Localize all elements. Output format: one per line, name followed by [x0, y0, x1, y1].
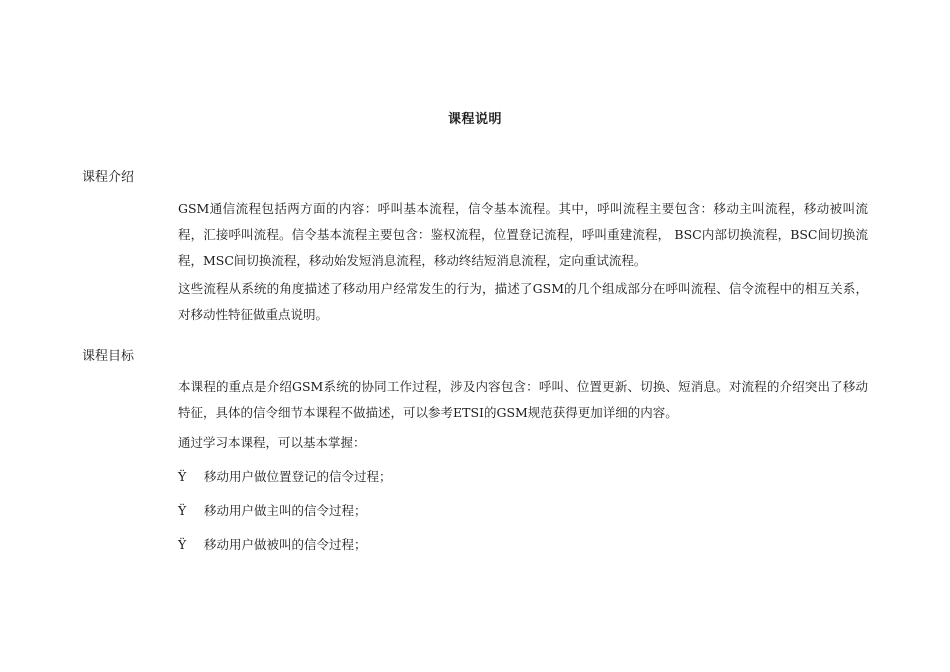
page-title: 课程说明	[447, 112, 502, 127]
bullet-text: 移动用户做位置登记的信令过程；	[204, 469, 392, 484]
section-heading-intro: 课程介绍	[82, 170, 135, 185]
section-heading-goals: 课程目标	[82, 349, 135, 364]
bullet-text: 移动用户做主叫的信令过程；	[204, 503, 367, 518]
bullet-marker: Ÿ	[178, 503, 187, 518]
intro-paragraph-2: 这些流程从系统的角度描述了移动用户经常发生的行为，描述了GSM的几个组成部分在呼叫流程、信令流程中的相互关系，对移动性特征做重点说明。	[178, 281, 868, 322]
list-item	[178, 536, 367, 554]
list-item	[178, 502, 367, 520]
intro-paragraph-1: GSM通信流程包括两方面的内容：呼叫基本流程，信令基本流程。其中，呼叫流程主要包含：移动主叫流程，移动被叫流程，汇接呼叫流程。信令基本流程主要包含：鉴权流程，位置登记流程，呼叫重建流程， BSC内部切换流程，BSC间切换流程，MSC间切换流程，移动始发短消息流程，移动终结短消息流程，定向重试流程。	[178, 201, 868, 268]
goals-paragraph-2: 通过学习本课程，可以基本掌握：	[178, 435, 366, 450]
bullet-marker: Ÿ	[178, 469, 187, 484]
goals-paragraph-1: 本课程的重点是介绍GSM系统的协同工作过程，涉及内容包含：呼叫、位置更新、切换、短消息。对流程的介绍突出了移动特征，具体的信令细节本课程不做描述，可以参考ETSI的GSM规范获得更加详细的内容。	[178, 379, 868, 420]
list-item	[178, 468, 392, 486]
bullet-marker: Ÿ	[178, 537, 187, 552]
bullet-text: 移动用户做被叫的信令过程；	[204, 537, 367, 552]
